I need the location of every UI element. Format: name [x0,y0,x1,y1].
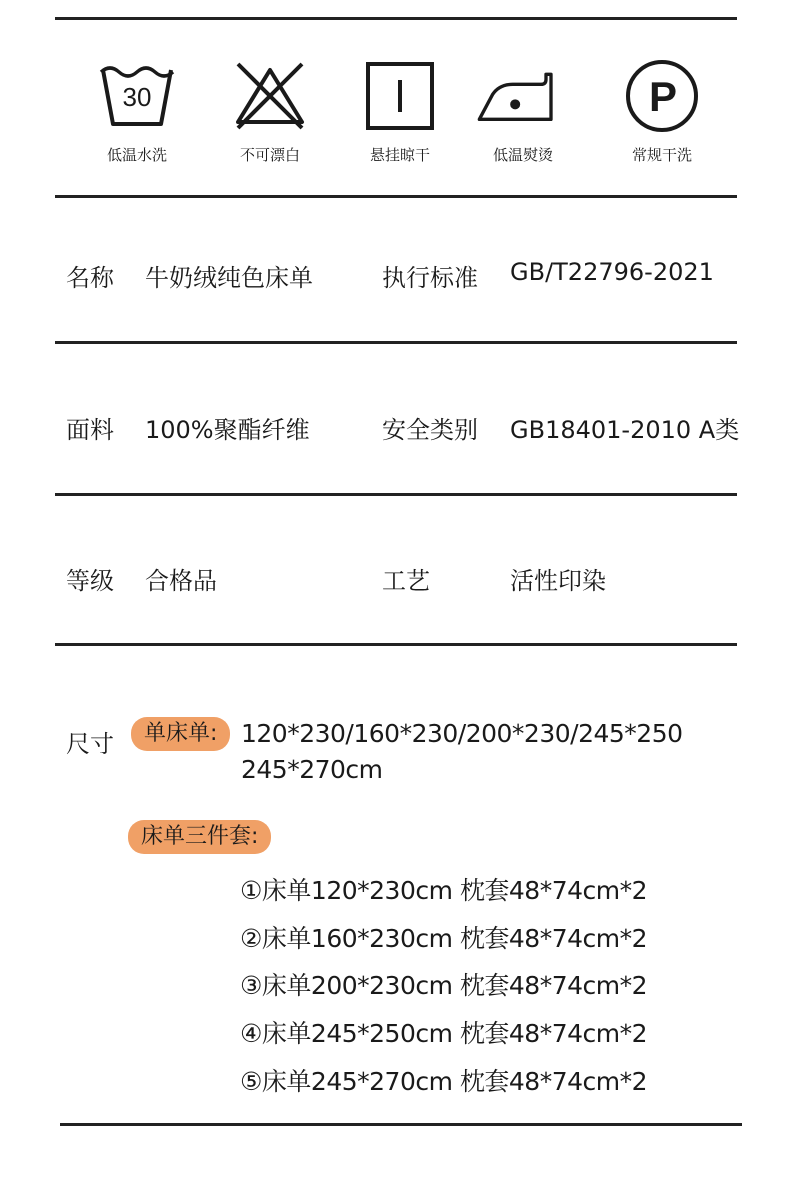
set-tag: 床单三件套: [128,820,271,854]
care-label-dryclean: 常规干洗 [631,146,692,164]
single-sheet-sizes: 120*230/160*230/200*230/245*250 [241,719,683,748]
care-label-bleach: 不可漂白 [239,146,300,164]
divider [55,195,737,198]
single-sheet-sizes-cont: 245*270cm [241,755,383,784]
grade-value: 合格品 [145,567,217,595]
safety-label: 安全类别 [382,416,478,444]
fabric-value: 100%聚酯纤维 [145,416,310,444]
standard-label: 执行标准 [382,264,478,292]
dry-clean-p-icon [622,60,702,132]
set-item: ③床单200*230cm 枕套48*74cm*2 [240,971,648,1000]
fabric-label: 面料 [66,416,114,444]
dry-clean-letter: P [648,73,678,120]
craft-label: 工艺 [382,567,430,595]
no-bleach-icon [230,60,310,132]
divider [55,493,737,496]
iron-low-icon [476,60,556,132]
line-dry-icon [360,60,440,132]
craft-value: 活性印染 [510,567,606,595]
standard-value: GB/T22796-2021 [510,258,714,286]
name-value: 牛奶绒纯色床单 [145,264,313,292]
set-item: ⑤床单245*270cm 枕套48*74cm*2 [240,1067,648,1096]
divider [55,643,737,646]
set-item: ④床单245*250cm 枕套48*74cm*2 [240,1019,648,1048]
divider-bottom [60,1123,742,1126]
set-item: ②床单160*230cm 枕套48*74cm*2 [240,924,648,953]
single-sheet-tag: 单床单: [131,717,230,751]
divider-top [55,17,737,20]
care-label-dry: 悬挂晾干 [369,146,430,164]
name-label: 名称 [66,264,114,292]
size-label: 尺寸 [66,730,114,758]
grade-label: 等级 [66,567,114,595]
set-item: ①床单120*230cm 枕套48*74cm*2 [240,876,648,905]
safety-value: GB18401-2010 A类 [510,416,740,444]
care-label-iron: 低温熨烫 [492,146,553,164]
divider [55,341,737,344]
wash-30-icon [97,60,177,132]
care-label-wash: 低温水洗 [106,146,167,164]
wash-temp: 30 [122,82,152,112]
